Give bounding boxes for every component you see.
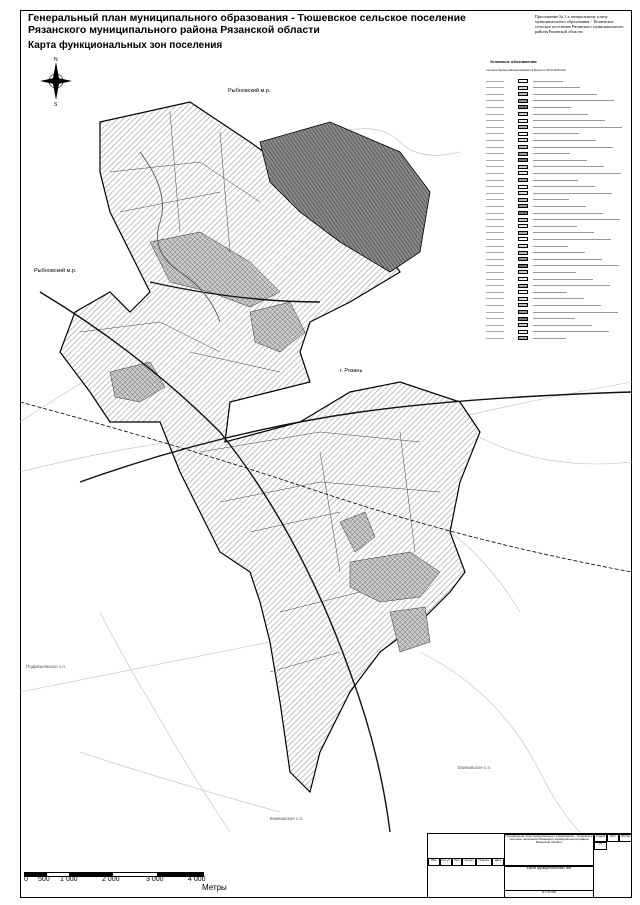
legend-row	[486, 165, 626, 171]
legend-row	[486, 171, 626, 177]
legend-code-line	[486, 94, 504, 95]
legend-row	[486, 231, 626, 237]
legend-row	[486, 257, 626, 263]
legend-text-line	[533, 199, 569, 200]
legend-text-line	[533, 298, 584, 299]
legend-symbol	[518, 257, 528, 261]
legend-text-line	[533, 107, 571, 108]
legend-row	[486, 86, 626, 92]
legend-row	[486, 290, 626, 296]
legend-symbol	[518, 191, 528, 195]
legend-code-line	[486, 206, 504, 207]
legend-symbol	[518, 231, 528, 235]
legend-row	[486, 237, 626, 243]
legend-row	[486, 138, 626, 144]
scale-tick: 1 000	[60, 876, 78, 883]
stamp-header: Подпись	[476, 858, 492, 866]
legend-symbol	[518, 99, 528, 103]
legend-text-line	[533, 226, 577, 227]
legend-text-line	[533, 100, 614, 101]
legend-text-line	[533, 318, 575, 319]
legend-text-line	[533, 160, 587, 161]
legend-code-line	[486, 298, 504, 299]
map-title: Карта функциональных зон поселения	[28, 40, 223, 51]
legend-code-line	[486, 133, 504, 134]
legend-code-line	[486, 180, 504, 181]
legend-row	[486, 277, 626, 283]
legend-row	[486, 79, 626, 85]
legend-symbol	[518, 132, 528, 136]
legend-row	[486, 310, 626, 316]
legend-row	[486, 330, 626, 336]
legend-symbol	[518, 178, 528, 182]
legend-text-line	[533, 133, 579, 134]
stamp-header: № док.	[462, 858, 476, 866]
legend-text-line	[533, 166, 604, 167]
legend-row	[486, 178, 626, 184]
legend-row	[486, 125, 626, 131]
scale-tick: 3 000	[146, 876, 164, 883]
legend-row	[486, 264, 626, 270]
legend-symbol	[518, 218, 528, 222]
legend-symbol	[518, 125, 528, 129]
legend-code-line	[486, 147, 504, 148]
legend-text-line	[533, 147, 613, 148]
legend-text-line	[533, 140, 596, 141]
legend-code-line	[486, 318, 504, 319]
legend-symbol	[518, 270, 528, 274]
legend-text-line	[533, 325, 592, 326]
legend-row	[486, 317, 626, 323]
legend-symbol	[518, 119, 528, 123]
legend-code-line	[486, 213, 504, 214]
legend-row	[486, 303, 626, 309]
legend-text-line	[533, 153, 570, 154]
legend-code-line	[486, 232, 504, 233]
legend-row	[486, 336, 626, 342]
legend-symbol	[518, 79, 528, 83]
stamp-sheets-label: Листов	[619, 834, 632, 842]
legend-code-line	[486, 87, 504, 88]
legend-code-line	[486, 127, 504, 128]
label-ryazan: г. Рязань	[340, 368, 363, 374]
legend-text-line	[533, 127, 622, 128]
scale-tick: 500	[38, 876, 50, 883]
legend-code-line	[486, 331, 504, 332]
legend-symbol	[518, 297, 528, 301]
legend-code-line	[486, 199, 504, 200]
legend-row	[486, 105, 626, 111]
stamp-header: Кол.уч.	[440, 858, 452, 866]
legend-text-line	[533, 265, 619, 266]
legend-symbol	[518, 152, 528, 156]
legend-code-line	[486, 226, 504, 227]
legend-text-line	[533, 279, 593, 280]
legend-text-line	[533, 81, 563, 82]
legend-text-line	[533, 246, 568, 247]
legend-symbol	[518, 138, 528, 142]
legend-text-line	[533, 312, 618, 313]
label-rybnovsky-left: Рыбновский м.р.	[34, 268, 77, 274]
legend-row	[486, 119, 626, 125]
legend-symbol	[518, 165, 528, 169]
legend-row	[486, 185, 626, 191]
legend-code-line	[486, 153, 504, 154]
legend-symbol	[518, 303, 528, 307]
legend-symbol	[518, 171, 528, 175]
legend-row	[486, 112, 626, 118]
label-ekimovsky-right: Екимовское с.п.	[458, 765, 492, 770]
legend	[480, 55, 630, 350]
legend-symbol	[518, 86, 528, 90]
legend-code-line	[486, 265, 504, 266]
legend-row	[486, 270, 626, 276]
legend-text-line	[533, 206, 586, 207]
legend-text-line	[533, 338, 566, 339]
legend-text-line	[533, 186, 595, 187]
legend-symbol	[518, 211, 528, 215]
legend-row	[486, 132, 626, 138]
label-podvyazye: Подвязьевское с.п.	[26, 664, 67, 669]
compass-n: N	[54, 57, 58, 63]
stamp-header: Изм.	[428, 858, 440, 866]
legend-code-line	[486, 160, 504, 161]
legend-row	[486, 158, 626, 164]
label-rybnovsky-top: Рыбновский м.р.	[228, 88, 271, 94]
legend-symbol	[518, 277, 528, 281]
legend-code-line	[486, 166, 504, 167]
legend-code-line	[486, 120, 504, 121]
legend-symbol	[518, 317, 528, 321]
legend-code-line	[486, 259, 504, 260]
legend-code-line	[486, 279, 504, 280]
legend-code-line	[486, 239, 504, 240]
legend-code-line	[486, 312, 504, 313]
legend-text-line	[533, 120, 605, 121]
legend-row	[486, 152, 626, 158]
legend-symbol	[518, 323, 528, 327]
legend-row	[486, 323, 626, 329]
legend-row	[486, 297, 626, 303]
legend-text-line	[533, 232, 594, 233]
legend-row	[486, 244, 626, 250]
legend-symbol	[518, 284, 528, 288]
scale-tick: 2 000	[102, 876, 120, 883]
legend-symbol	[518, 290, 528, 294]
legend-row	[486, 145, 626, 151]
scale-bar	[24, 872, 227, 892]
stamp-stage: П	[594, 842, 607, 850]
legend-text-line	[533, 219, 620, 220]
legend-symbol	[518, 264, 528, 268]
stamp-header: Дата	[492, 858, 504, 866]
legend-code-line	[486, 338, 504, 339]
legend-code-line	[486, 107, 504, 108]
legend-row	[486, 284, 626, 290]
legend-text-line	[533, 292, 567, 293]
legend-code-line	[486, 186, 504, 187]
stamp-scale-note: М 1:50 000	[504, 890, 594, 898]
legend-text-line	[533, 305, 601, 306]
legend-text-line	[533, 252, 585, 253]
scale-unit: Метры	[202, 883, 227, 892]
legend-code-line	[486, 292, 504, 293]
legend-text-line	[533, 285, 610, 286]
legend-text-line	[533, 239, 611, 240]
appendix-note: Приложение № 1 к генеральному плану муниципального образования - Тюшевское сельское поселение Рязанского муниципального района Рязанской области	[535, 14, 624, 34]
legend-code-line	[486, 114, 504, 115]
legend-code-line	[486, 285, 504, 286]
label-ekimovsky-bottom: Екимовское с.п.	[270, 816, 304, 821]
stamp-header: Лист	[452, 858, 462, 866]
legend-text-line	[533, 259, 602, 260]
legend-symbol	[518, 198, 528, 202]
stamp-map-caption: Карта функциональных зон	[504, 866, 594, 898]
compass-rose-icon	[36, 56, 76, 106]
legend-row	[486, 204, 626, 210]
stamp-stage-label: Стадия	[594, 834, 607, 842]
legend-row	[486, 218, 626, 224]
legend-row	[486, 198, 626, 204]
legend-symbol	[518, 237, 528, 241]
legend-row	[486, 251, 626, 257]
compass-s: S	[54, 102, 58, 106]
legend-symbol	[518, 336, 528, 340]
legend-subtitle: Согласно Приказу Минэкономразвития России от 09.01.2018 №10	[486, 69, 566, 72]
page-title: Генеральный план муниципального образования - Тюшевское сельское поселение Рязанского муниципального района Рязанской области	[28, 12, 466, 36]
legend-symbol	[518, 224, 528, 228]
legend-text-line	[533, 180, 578, 181]
legend-code-line	[486, 246, 504, 247]
legend-symbol	[518, 112, 528, 116]
legend-title: Условные обозначения	[490, 59, 537, 64]
legend-symbol	[518, 251, 528, 255]
legend-code-line	[486, 193, 504, 194]
legend-symbol	[518, 330, 528, 334]
legend-text-line	[533, 87, 580, 88]
legend-text-line	[533, 272, 576, 273]
legend-symbol	[518, 185, 528, 189]
legend-text-line	[533, 114, 588, 115]
legend-text-line	[533, 213, 603, 214]
scale-tick: 0	[24, 876, 28, 883]
legend-symbol	[518, 145, 528, 149]
legend-row	[486, 211, 626, 217]
legend-symbol	[518, 244, 528, 248]
legend-code-line	[486, 219, 504, 220]
legend-symbol	[518, 105, 528, 109]
legend-code-line	[486, 173, 504, 174]
legend-text-line	[533, 94, 597, 95]
legend-symbol	[518, 92, 528, 96]
legend-row	[486, 224, 626, 230]
legend-code-line	[486, 325, 504, 326]
legend-symbol	[518, 204, 528, 208]
stamp-sheet-label: Лист	[607, 834, 619, 842]
legend-text-line	[533, 331, 609, 332]
title-block	[427, 833, 632, 898]
legend-text-line	[533, 173, 621, 174]
legend-code-line	[486, 305, 504, 306]
legend-row	[486, 92, 626, 98]
legend-row	[486, 191, 626, 197]
legend-code-line	[486, 140, 504, 141]
legend-symbol	[518, 310, 528, 314]
legend-symbol	[518, 158, 528, 162]
legend-code-line	[486, 81, 504, 82]
stamp-project-title: Генеральный план муниципального образования - Тюшевское сельское поселение Рязанского муниципального района Рязанской области	[504, 834, 594, 866]
legend-text-line	[533, 193, 612, 194]
legend-code-line	[486, 100, 504, 101]
legend-row	[486, 99, 626, 105]
legend-code-line	[486, 252, 504, 253]
legend-code-line	[486, 272, 504, 273]
scale-tick: 4 000	[188, 876, 206, 883]
